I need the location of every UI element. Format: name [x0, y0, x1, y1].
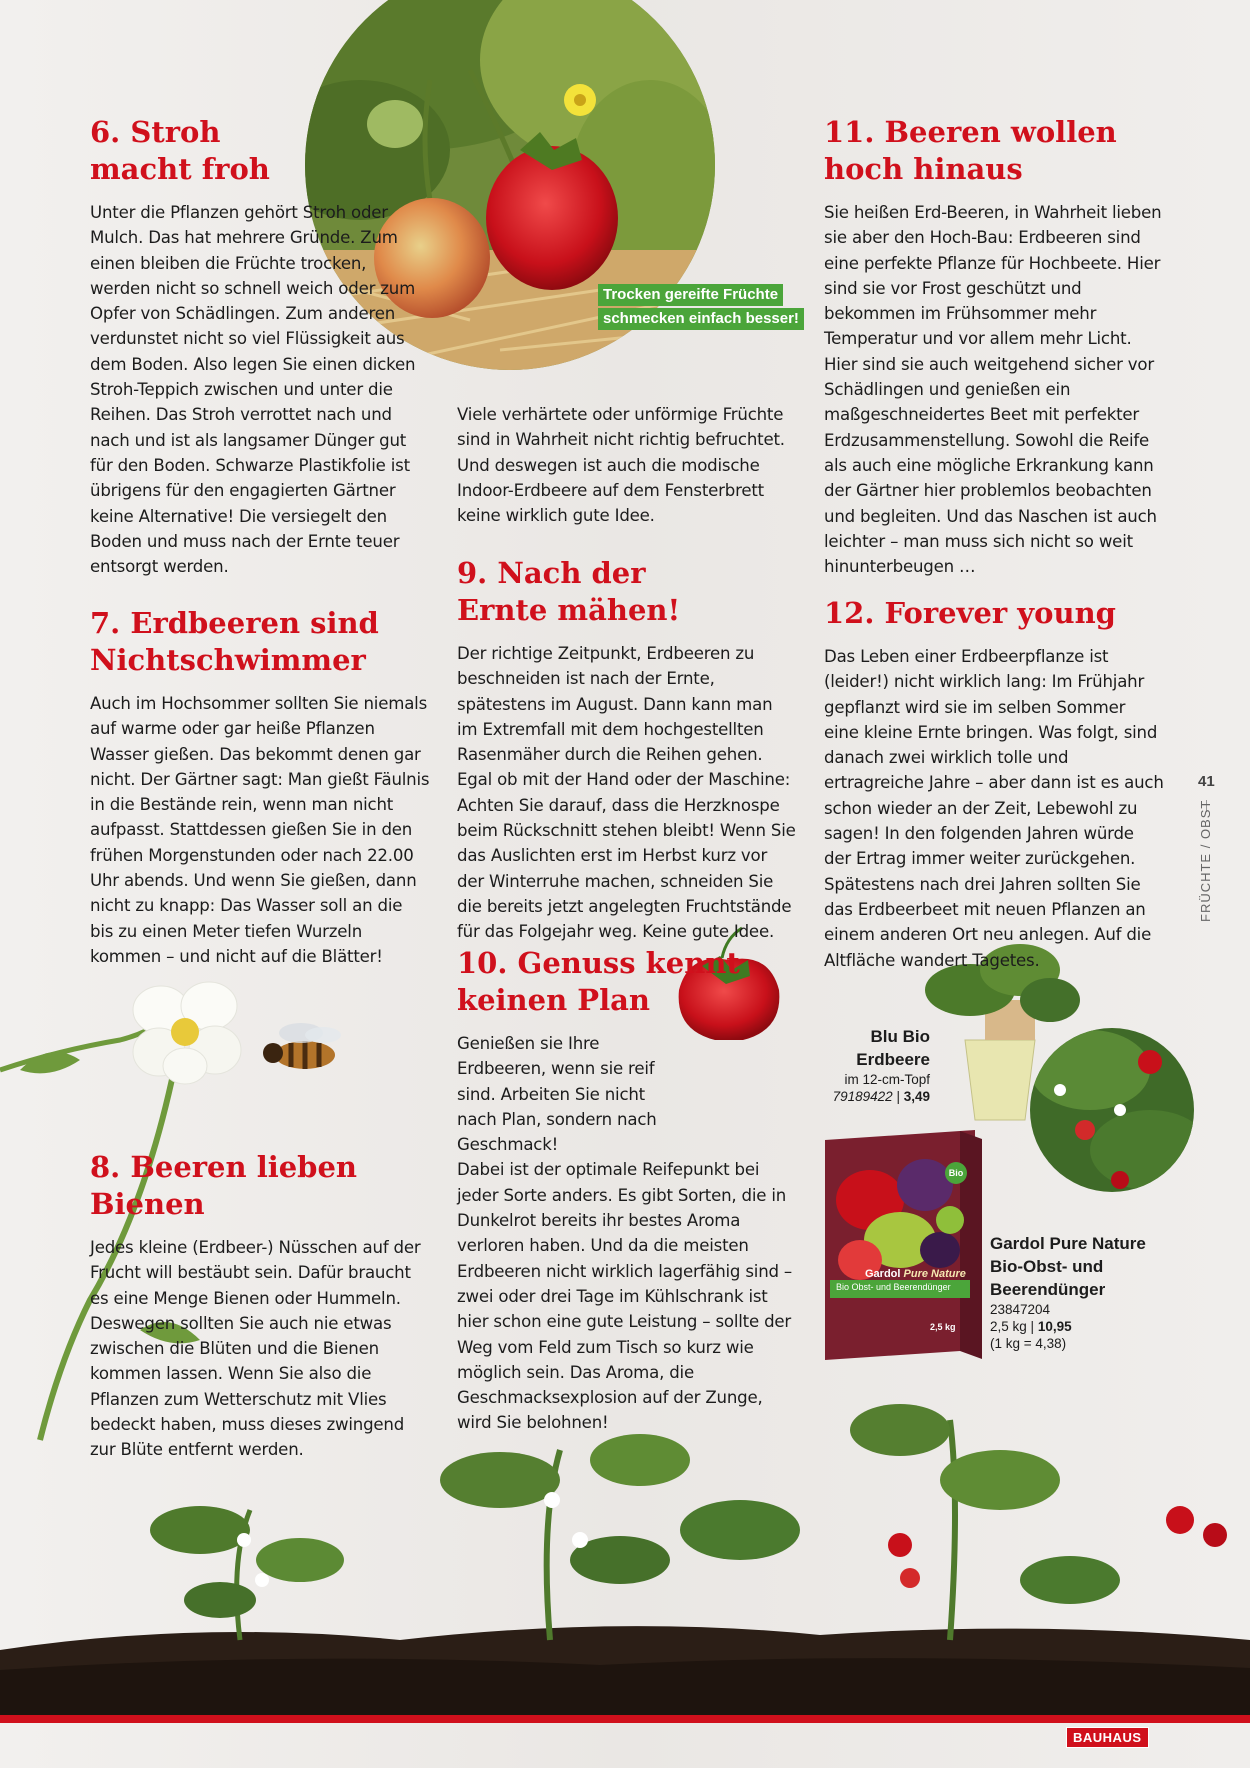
- section-8-continued-body: Viele verhärtete oder unförmige Früchte sind in Wahrheit nicht richtig befruchtet. Und deswegen ist auch die modische Indoor-Erdbeere auf dem Fensterbrett keine wirklich gute Idee.: [457, 405, 785, 526]
- product-1-article-price: [830, 1088, 930, 1105]
- section-7-title-line2: Nichtschwimmer: [90, 643, 366, 677]
- photo-caption-line1: Trocken gereifte Früchte: [598, 284, 783, 306]
- brand-logo: BAUHAUS: [1066, 1727, 1149, 1748]
- section-6-title-line2: macht froh: [90, 152, 270, 186]
- section-10-title-line2: keinen Plan: [457, 983, 650, 1017]
- section-8-title-line1: 8. Beeren lieben: [90, 1150, 357, 1184]
- product-2-size-price: [990, 1318, 1180, 1335]
- section-8-continued: [457, 402, 797, 528]
- product-2-price: 10,95: [1037, 1319, 1072, 1334]
- photo-caption: [598, 284, 804, 330]
- product-strawberry-plant: [830, 1025, 930, 1105]
- product-2-name-line1: Gardol Pure Nature: [990, 1234, 1146, 1253]
- section-10: [457, 945, 802, 1436]
- section-8-title-line2: Bienen: [90, 1187, 205, 1221]
- pack-line-name: Pure Nature: [903, 1268, 966, 1280]
- strawberry-plant-photo: [1020, 1020, 1210, 1210]
- product-1-separator: |: [896, 1089, 900, 1104]
- section-6-title-line1: 6. Stroh: [90, 115, 221, 149]
- section-11-title-line1: 11. Beeren wollen: [824, 115, 1117, 149]
- section-label: FRÜCHTE / OBST: [1198, 799, 1213, 922]
- pack-brand-name: Gardol: [865, 1268, 901, 1280]
- section-7-body: Auch im Hochsommer sollten Sie niemals auf warme oder gar heiße Pflanzen Wasser gießen. Das bekommt denen gar nicht. Der Gärtner sagt: Man gießt Fäulnis in die Bestände rein, wenn man nicht aufpasst. Stattdessen gießen Sie in den frühen Morgenstunden oder nach 22.00 Uhr abends. Und wenn Sie gießen, dann nicht zu knapp: Das Wasser soll an die bis zu einen Meter tiefen Wurzeln kommen – und nicht auf die Blätter!: [90, 694, 430, 966]
- section-8-body: Jedes kleine (Erdbeer-) Nüsschen auf der Frucht will bestäubt sein. Dafür braucht es eine Menge Bienen oder Hummeln. Deswegen sollten Sie auch nie etwas zwischen die Blüten und die Bienen kommen lassen. Wenn Sie also die Pflanzen zum Wetterschutz mit Vlies bedeckt haben, muss dieses zwingend zur Blüte entfernt werden.: [90, 1238, 421, 1460]
- pack-brand: [865, 1268, 966, 1280]
- product-1-name-line1: Blu Bio: [870, 1027, 930, 1046]
- product-2-separator: |: [1030, 1319, 1035, 1334]
- section-8-title: [90, 1149, 435, 1223]
- pack-weight: 2,5 kg: [930, 1322, 956, 1332]
- section-9-title-line1: 9. Nach der: [457, 556, 646, 590]
- photo-caption-line2: schmecken einfach besser!: [598, 308, 804, 330]
- section-12-body: Das Leben einer Erdbeerpflanze ist (leider!) nicht wirklich lang: Im Frühjahr gepflanzt wird sie im selben Sommer eine kleine Ernte bringen. Was folgt, sind danach zwei wirklich tolle und ertragreiche Jahre – aber dann ist es auch schon wieder an der Zeit, Lebewohl zu sagen! In den folgenden Jahren würde der Ertrag immer weiter zurückgehen. Spätestens nach drei Jahren sollten Sie das Erdbeerbeet mit neuen Pflanzen an einem anderen Ort neu anlegen. Auf die Altfläche wandert Tagetes.: [824, 647, 1164, 970]
- section-10-title-line1: 10. Genuss kennt: [457, 946, 740, 980]
- section-9-title: [457, 555, 802, 629]
- section-7: [90, 605, 435, 969]
- product-2-name-line3: Beerendünger: [990, 1280, 1106, 1299]
- section-7-title: [90, 605, 435, 679]
- section-6-title: [90, 114, 435, 188]
- section-12: [824, 595, 1169, 973]
- section-11-body: Sie heißen Erd-Beeren, in Wahrheit lieben sie aber den Hoch-Bau: Erdbeeren sind eine perfekte Pflanze für Hochbeete. Hier sind sie vor Frost geschützt und bekommen im Frühsommer mehr Temperatur und vor allem mehr Licht. Hier sind sie auch weitgehend sicher vor Schädlingen und genießen ein maßgeschneidertes Beet mit perfekter Erdzusammenstellung. Sowohl die Reife als auch eine mögliche Erkrankung kann der Gärtner hier problemlos beobachten und begleiten. Und das Naschen ist auch leichter – man muss sich nicht so weit hinunterbeugen …: [824, 203, 1162, 577]
- pack-bio-badge: Bio: [945, 1162, 967, 1184]
- section-10-body-wide: Dabei ist der optimale Reifepunkt bei jeder Sorte anders. Es gibt Sorten, die in Dunkelrot bereits ihr bestes Aroma verloren haben. Und da die meisten Erdbeeren nicht wirklich lagerfähig sind – zwei oder drei Tage im Kühlschrank ist hier schon eine gute Leistung – sollte der Weg vom Feld zum Tisch so kurz wie möglich sein. Das Aroma, die Geschmacksexplosion auf der Zunge, wird Sie belohnen!: [457, 1160, 793, 1433]
- footer-bar: [0, 1715, 1250, 1723]
- section-11-title-line2: hoch hinaus: [824, 152, 1023, 186]
- product-fertilizer: [990, 1232, 1180, 1352]
- product-1-name-line2: Erdbeere: [856, 1050, 930, 1069]
- section-6-body: Unter die Pflanzen gehört Stroh oder Mulch. Das hat mehrere Gründe. Zum einen bleiben die Früchte trocken, werden nicht so schnell weich oder zum Opfer von Schädlingen. Zum anderen verdunstet nicht so viel Flüssigkeit aus dem Boden. Also legen Sie einen dicken Stroh-Teppich zwischen und unter die Reihen. Das Stroh verrottet nach und nach und ist als langsamer Dünger gut für den Boden. Schwarze Plastikfolie ist übrigens für den engagierten Gärtner keine Alternative! Die versiegelt den Boden und muss nach der Ernte teuer entsorgt werden.: [90, 203, 416, 577]
- section-11: [824, 114, 1169, 579]
- section-10-title: [457, 945, 802, 1019]
- product-1-price: 3,49: [903, 1089, 930, 1104]
- section-7-title-line1: 7. Erdbeeren sind: [90, 606, 379, 640]
- section-11-title: [824, 114, 1169, 188]
- section-6: [90, 114, 435, 579]
- product-1-detail: im 12-cm-Topf: [844, 1072, 930, 1087]
- product-1-article: 79189422: [832, 1089, 893, 1104]
- section-9-body: Der richtige Zeitpunkt, Erdbeeren zu beschneiden ist nach der Ernte, spätestens im August. Dann kann man im Extremfall mit dem hochgestellten Rasenmäher durch die Reihen gehen. Egal ob mit der Hand oder der Maschine: Achten Sie darauf, dass die Herzknospe beim Rückschnitt stehen bleibt! Wenn Sie das Auslichten erst im Herbst kurz vor der Winterruhe machen, schneiden Sie die bereits jetzt angelegten Fruchtstände für das Folgejahr weg. Keine gute Idee.: [457, 644, 796, 942]
- product-2-article: 23847204: [990, 1302, 1051, 1317]
- section-9-title-line2: Ernte mähen!: [457, 593, 681, 627]
- product-2-size: 2,5 kg: [990, 1319, 1027, 1334]
- section-9: [457, 555, 802, 945]
- section-12-title: 12. Forever young: [824, 596, 1116, 630]
- product-2-unit-price: (1 kg = 4,38): [990, 1336, 1067, 1351]
- section-8: [90, 1149, 435, 1463]
- section-10-body-narrow: Genießen sie Ihre Erdbeeren, wenn sie reif sind. Arbeiten Sie nicht nach Plan, sondern nach Geschmack!: [457, 1034, 657, 1155]
- page-number: 41: [1198, 773, 1215, 790]
- product-2-name-line2: Bio-Obst- und: [990, 1257, 1104, 1276]
- pack-label: Bio Obst- und Beerendünger: [836, 1282, 951, 1292]
